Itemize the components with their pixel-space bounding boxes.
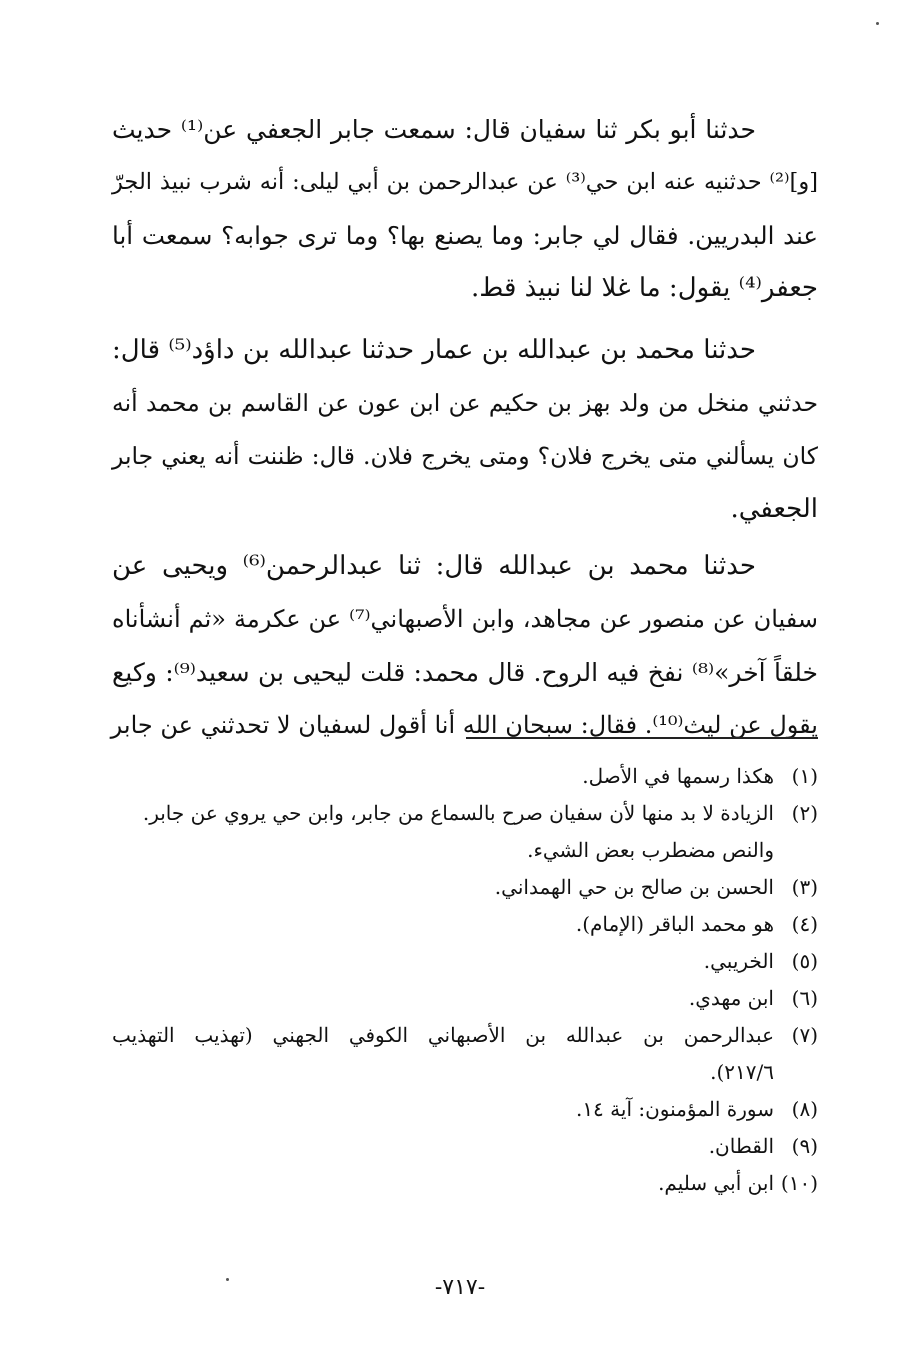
footnote-text: ابن أبي سليم. bbox=[658, 1171, 774, 1195]
footnote-text: الزيادة لا بد منها لأن سفيان صرح بالسماع من جابر، وابن حي يروي عن جابر. bbox=[142, 801, 774, 825]
text-line: [و]⁽²⁾ حدثنيه عنه ابن حي⁽³⁾ عن عبدالرحمن بن أبي ليلى: أنه شرب نبيذ الجرّ bbox=[112, 169, 818, 195]
text-line: سفيان عن منصور عن مجاهد، وابن الأصبهاني⁽⁷⁾ عن عكرمة «ثم أنشأناه bbox=[112, 605, 819, 633]
footnote-6 bbox=[112, 980, 818, 1017]
footnote-text: ٢١٧/٦). bbox=[710, 1060, 774, 1084]
text-line: حدثني منخل من ولد بهز بن حكيم عن ابن عون عن القاسم بن محمد أنه bbox=[112, 389, 818, 417]
footnote-number: (٢) bbox=[791, 801, 818, 825]
footnote-number: (١٠) bbox=[780, 1171, 818, 1195]
footnote-number: (٦) bbox=[791, 986, 818, 1010]
text-line: الجعفي. bbox=[730, 494, 818, 524]
paragraph-1 bbox=[112, 103, 818, 315]
footnote-8 bbox=[112, 1091, 818, 1128]
footnote-text: سورة المؤمنون: آية ١٤. bbox=[575, 1097, 774, 1121]
footnote-text: هو محمد الباقر (الإمام). bbox=[575, 912, 774, 936]
scan-speck bbox=[876, 22, 879, 25]
footnote-10 bbox=[112, 1165, 818, 1202]
footnote-text: هكذا رسمها في الأصل. bbox=[582, 764, 774, 788]
text-line: عند البدريين. فقال لي جابر: وما يصنع بها؟ وما ترى جوابه؟ سمعت أبا bbox=[112, 221, 818, 250]
footnote-3 bbox=[112, 869, 818, 906]
footnote-7 bbox=[112, 1017, 818, 1091]
footnotes bbox=[112, 758, 818, 1202]
footnote-1 bbox=[112, 758, 818, 795]
page-number: -٧١٧- bbox=[434, 1275, 486, 1300]
text-line: خلقاً آخر»⁽⁸⁾ نفخ فيه الروح. قال محمد: قلت ليحيى بن سعيد⁽⁹⁾: وكيع bbox=[112, 658, 818, 687]
text-line: جعفر⁽⁴⁾ يقول: ما غلا لنا نبيذ قط. bbox=[471, 273, 818, 303]
footnote-number: (٥) bbox=[791, 949, 818, 973]
text-line: كان يسألني متى يخرج فلان؟ ومتى يخرج فلان. قال: ظننت أنه يعني جابر bbox=[112, 442, 818, 470]
footnote-number: (١) bbox=[791, 764, 818, 788]
footnote-number: (٤) bbox=[791, 912, 818, 936]
footnote-2 bbox=[112, 795, 818, 869]
footnote-text: والنص مضطرب بعض الشيء. bbox=[527, 838, 774, 862]
scan-speck bbox=[226, 1278, 229, 1281]
text-line: يقول عن ليث⁽¹⁰⁾. فقال: سبحان الله أنا أقول لسفيان لا تحدثني عن جابر bbox=[110, 711, 818, 739]
footnote-text: الخريبي. bbox=[703, 949, 774, 973]
text-line: حدثنا أبو بكر ثنا سفيان قال: سمعت جابر الجعفي عن⁽¹⁾ حديث bbox=[112, 115, 757, 144]
footnote-number: (٩) bbox=[791, 1134, 818, 1158]
footnote-text: القطان. bbox=[708, 1134, 774, 1158]
text-line: حدثنا محمد بن عبدالله بن عمار حدثنا عبدالله بن داؤد⁽⁵⁾ قال: bbox=[112, 335, 757, 365]
footnote-divider bbox=[466, 737, 818, 739]
paragraph-2 bbox=[112, 324, 818, 536]
footnote-9 bbox=[112, 1128, 818, 1165]
footnote-number: (٣) bbox=[791, 875, 818, 899]
footnote-number: (٧) bbox=[791, 1023, 818, 1047]
text-line: حدثنا محمد بن عبدالله قال: ثنا عبدالرحمن⁽⁶⁾ ويحيى عن bbox=[112, 551, 757, 581]
footnote-number: (٨) bbox=[791, 1097, 818, 1121]
footnote-4 bbox=[112, 906, 818, 943]
footnote-text: ابن مهدي. bbox=[688, 986, 774, 1010]
footnote-text: عبدالرحمن بن عبدالله بن الأصبهاني الكوفي الجهني (تهذيب التهذيب bbox=[112, 1023, 774, 1047]
footnote-text: الحسن بن صالح بن حي الهمداني. bbox=[494, 875, 774, 899]
paragraph-3 bbox=[112, 540, 818, 752]
footnote-5 bbox=[112, 943, 818, 980]
